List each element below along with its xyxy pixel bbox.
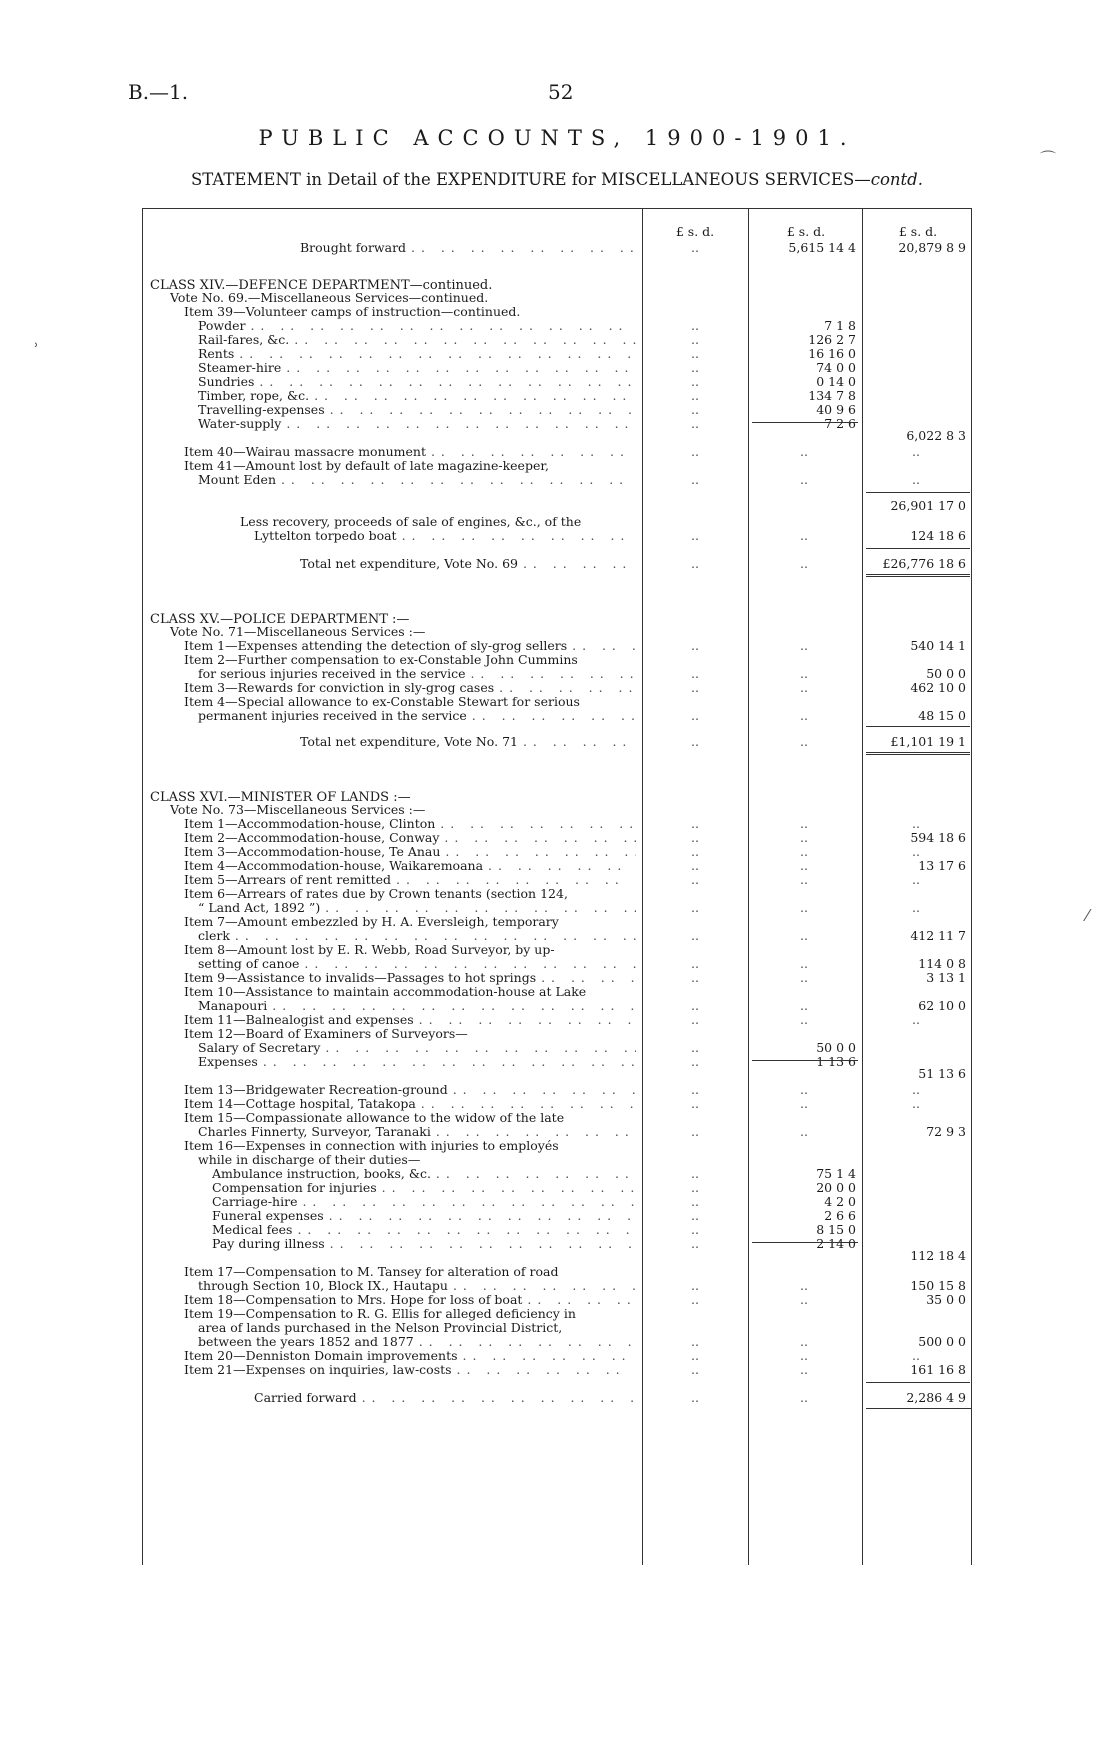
- row-label: Item 17—Compensation to M. Tansey for alteration of road: [184, 1264, 559, 1279]
- row-amount-c1: ..: [691, 638, 699, 653]
- row-label: Travelling-expenses . .: [198, 402, 636, 418]
- row-label: Steamer-hire . .: [198, 360, 636, 376]
- row-label: Medical fees . .: [212, 1222, 636, 1238]
- row-label: Powder . .: [198, 318, 636, 334]
- row-label: Water-supply . .: [198, 416, 636, 432]
- row-label: Item 1—Expenses attending the detection of sly-grog sellers . .: [184, 638, 636, 654]
- row-amount-c3: ..: [912, 844, 920, 859]
- row-amount-c2: ..: [800, 638, 808, 653]
- table-row: [142, 1390, 972, 1406]
- row-amount-c3: 150 15 8: [910, 1278, 966, 1293]
- row-amount-c1: ..: [691, 816, 699, 831]
- row-amount-c2: ..: [800, 1012, 808, 1027]
- row-amount-c1: ..: [691, 900, 699, 915]
- row-amount-c3: 540 14 1: [910, 638, 966, 653]
- table-row: [142, 1362, 972, 1378]
- row-amount-c3: 462 10 0: [910, 680, 966, 695]
- row-label: for serious injuries received in the service . .: [198, 666, 636, 682]
- row-label: Item 41—Amount lost by default of late magazine-keeper,: [184, 458, 549, 473]
- row-label: Item 20—Denniston Domain improvements . .: [184, 1348, 636, 1364]
- row-label: between the years 1852 and 1877 . .: [198, 1334, 636, 1350]
- row-amount-c1: ..: [691, 1236, 699, 1251]
- row-amount-c2: ..: [800, 1096, 808, 1111]
- row-label: Item 6—Arrears of rates due by Crown tenants (section 124,: [184, 886, 568, 901]
- row-amount-c2: ..: [800, 472, 808, 487]
- subtotal-rule: [866, 548, 970, 549]
- row-amount-c3: 35 0 0: [926, 1292, 966, 1307]
- table-rows: [142, 226, 972, 1556]
- row-amount-c3: ..: [912, 444, 920, 459]
- row-amount-c2: ..: [800, 872, 808, 887]
- row-amount-c1: ..: [691, 318, 699, 333]
- row-amount-c1: ..: [691, 416, 699, 431]
- row-amount-c2: ..: [800, 556, 808, 571]
- row-amount-c1: ..: [691, 998, 699, 1013]
- expenditure-table: [142, 208, 972, 1565]
- row-label: through Section 10, Block IX., Hautapu . .: [198, 1278, 636, 1294]
- row-amount-c3: 114 0 8: [918, 956, 966, 971]
- row-label: permanent injuries received in the service . .: [198, 708, 636, 724]
- row-amount-c2: ..: [800, 1390, 808, 1405]
- row-amount-c2: 2 14 0: [816, 1236, 856, 1251]
- row-amount-c2: ..: [800, 858, 808, 873]
- subtotal-rule: [752, 422, 858, 423]
- row-amount-c2: ..: [800, 998, 808, 1013]
- row-amount-c2: 134 7 8: [808, 388, 856, 403]
- row-amount-c3: 412 11 7: [910, 928, 966, 943]
- page-number: 52: [548, 80, 574, 104]
- row-label: Lyttelton torpedo boat . .: [254, 528, 636, 544]
- statement-subtitle: [0, 170, 1114, 189]
- row-label: Vote No. 69.—Miscellaneous Services—continued.: [170, 290, 489, 305]
- row-amount-c2: 16 16 0: [808, 346, 856, 361]
- row-amount-c2: 75 1 4: [816, 1166, 856, 1181]
- total-double-rule: [866, 574, 970, 577]
- row-amount-c1: ..: [691, 1222, 699, 1237]
- row-label: Item 2—Further compensation to ex-Constable John Cummins: [184, 652, 578, 667]
- row-amount-c2: 1 13 6: [816, 1054, 856, 1069]
- row-amount-c1: ..: [691, 1292, 699, 1307]
- row-amount-c3: ..: [912, 472, 920, 487]
- row-amount-c1: ..: [691, 956, 699, 971]
- row-label: while in discharge of their duties—: [198, 1152, 421, 1167]
- row-label: Item 7—Amount embezzled by H. A. Eversleigh, temporary: [184, 914, 559, 929]
- carried-forward-rule: [866, 1408, 972, 1409]
- row-amount-c2: ..: [800, 666, 808, 681]
- row-amount-c2: 4 2 0: [824, 1194, 856, 1209]
- row-amount-c1: ..: [691, 556, 699, 571]
- row-label: Timber, rope, &c. . .: [198, 388, 636, 404]
- row-amount-c2: ..: [800, 1082, 808, 1097]
- row-amount-c3: 500 0 0: [918, 1334, 966, 1349]
- row-amount-c3: 20,879 8 9: [898, 240, 966, 255]
- row-label: Item 10—Assistance to maintain accommodation-house at Lake: [184, 984, 587, 999]
- col-header-1: £ s. d.: [675, 224, 715, 239]
- row-amount-c2: ..: [800, 816, 808, 831]
- row-label: Item 21—Expenses on inquiries, law-costs . .: [184, 1362, 636, 1378]
- row-label: Total net expenditure, Vote No. 71 . .: [300, 734, 636, 750]
- row-amount-c1: ..: [691, 1124, 699, 1139]
- table-row: [142, 472, 972, 488]
- row-label: area of lands purchased in the Nelson Provincial District,: [198, 1320, 563, 1335]
- row-amount-c3: 51 13 6: [918, 1066, 966, 1081]
- row-amount-c1: ..: [691, 1362, 699, 1377]
- row-amount-c2: 74 0 0: [816, 360, 856, 375]
- row-amount-c3: £1,101 19 1: [890, 734, 966, 749]
- row-label: Item 19—Compensation to R. G. Ellis for alleged deficiency in: [184, 1306, 576, 1321]
- row-amount-c1: ..: [691, 1194, 699, 1209]
- row-amount-c3: 13 17 6: [918, 858, 966, 873]
- row-amount-c1: ..: [691, 844, 699, 859]
- row-amount-c1: ..: [691, 1180, 699, 1195]
- subtotal-rule: [866, 492, 970, 493]
- row-amount-c3: ..: [912, 872, 920, 887]
- table-row: [142, 240, 972, 256]
- row-label: CLASS XIV.—DEFENCE DEPARTMENT—continued.: [150, 278, 493, 293]
- row-amount-c1: ..: [691, 708, 699, 723]
- row-amount-c3: 161 16 8: [910, 1362, 966, 1377]
- row-label: Carriage-hire . .: [212, 1194, 636, 1210]
- row-amount-c2: 20 0 0: [816, 1180, 856, 1195]
- row-label: Item 18—Compensation to Mrs. Hope for loss of boat . .: [184, 1292, 636, 1308]
- row-label: Less recovery, proceeds of sale of engines, &c., of the: [240, 514, 582, 529]
- row-amount-c3: £26,776 18 6: [882, 556, 966, 571]
- table-row: [142, 708, 972, 724]
- row-amount-c2: 126 2 7: [808, 332, 856, 347]
- row-amount-c1: ..: [691, 1390, 699, 1405]
- row-label: Pay during illness . .: [212, 1236, 636, 1252]
- row-amount-c1: ..: [691, 402, 699, 417]
- row-amount-c1: ..: [691, 734, 699, 749]
- row-label: Vote No. 71—Miscellaneous Services :—: [170, 624, 426, 639]
- row-label: Ambulance instruction, books, &c. . .: [212, 1166, 636, 1182]
- row-amount-c3: ..: [912, 816, 920, 831]
- row-amount-c3: 3 13 1: [926, 970, 966, 985]
- row-label: Mount Eden . .: [198, 472, 636, 488]
- row-amount-c2: 50 0 0: [816, 1040, 856, 1055]
- row-amount-c3: ..: [912, 900, 920, 915]
- col-header-3: £ s. d.: [898, 224, 938, 239]
- row-amount-c2: ..: [800, 1334, 808, 1349]
- row-label: Item 4—Accommodation-house, Waikaremoana . .: [184, 858, 636, 874]
- row-amount-c2: ..: [800, 1292, 808, 1307]
- row-label: Item 11—Balnealogist and expenses . .: [184, 1012, 636, 1028]
- row-amount-c2: 0 14 0: [816, 374, 856, 389]
- row-amount-c1: ..: [691, 240, 699, 255]
- row-amount-c2: 7 2 6: [824, 416, 856, 431]
- row-label: Carried forward . .: [254, 1390, 636, 1406]
- row-amount-c2: 2 6 6: [824, 1208, 856, 1223]
- row-label: Item 3—Accommodation-house, Te Anau . .: [184, 844, 636, 860]
- subtotal-rule: [866, 726, 970, 727]
- row-amount-c2: ..: [800, 1124, 808, 1139]
- row-amount-c1: ..: [691, 332, 699, 347]
- row-amount-c1: ..: [691, 858, 699, 873]
- row-label: Salary of Secretary . .: [198, 1040, 636, 1056]
- subtitle-main: STATEMENT in Detail of the EXPENDITURE for MISCELLANEOUS SERVICES—: [191, 170, 871, 189]
- row-amount-c1: ..: [691, 1040, 699, 1055]
- row-label: Charles Finnerty, Surveyor, Taranaki . .: [198, 1124, 636, 1140]
- margin-mark-right: ⁄: [1086, 906, 1089, 925]
- row-amount-c3: ..: [912, 1082, 920, 1097]
- row-amount-c3: 50 0 0: [926, 666, 966, 681]
- row-label: Compensation for injuries . .: [212, 1180, 636, 1196]
- table-top-rule: [142, 208, 972, 209]
- row-label: clerk . .: [198, 928, 636, 944]
- row-label: “ Land Act, 1892 ”) . .: [198, 900, 636, 916]
- row-amount-c1: ..: [691, 928, 699, 943]
- row-label: Item 12—Board of Examiners of Surveyors—: [184, 1026, 468, 1041]
- row-label: Item 39—Volunteer camps of instruction—continued.: [184, 304, 521, 319]
- row-amount-c3: ..: [912, 1096, 920, 1111]
- row-amount-c2: 5,615 14 4: [788, 240, 856, 255]
- row-label: Vote No. 73—Miscellaneous Services :—: [170, 802, 426, 817]
- row-amount-c1: ..: [691, 388, 699, 403]
- margin-mark-top: ⌒: [1040, 149, 1057, 168]
- row-amount-c1: ..: [691, 360, 699, 375]
- row-amount-c1: ..: [691, 1166, 699, 1181]
- total-double-rule: [866, 752, 970, 755]
- row-amount-c2: ..: [800, 970, 808, 985]
- margin-mark-left: ˒: [34, 336, 39, 355]
- row-label: Rail-fares, &c. . .: [198, 332, 636, 348]
- row-label: Item 1—Accommodation-house, Clinton . .: [184, 816, 636, 832]
- row-amount-c2: ..: [800, 444, 808, 459]
- row-label: Item 2—Accommodation-house, Conway . .: [184, 830, 636, 846]
- row-amount-c3: 48 15 0: [918, 708, 966, 723]
- row-amount-c1: ..: [691, 472, 699, 487]
- document-reference: B.—1.: [128, 80, 189, 104]
- row-label: Item 3—Rewards for conviction in sly-grog cases . .: [184, 680, 636, 696]
- row-label: Item 5—Arrears of rent remitted . .: [184, 872, 636, 888]
- table-row: [142, 498, 972, 514]
- row-amount-c3: 594 18 6: [910, 830, 966, 845]
- row-amount-c1: ..: [691, 872, 699, 887]
- row-amount-c3: 124 18 6: [910, 528, 966, 543]
- row-amount-c1: ..: [691, 666, 699, 681]
- row-label: Item 13—Bridgewater Recreation-ground . .: [184, 1082, 636, 1098]
- table-row: [142, 1066, 972, 1082]
- row-label: Item 15—Compassionate allowance to the widow of the late: [184, 1110, 565, 1125]
- row-amount-c3: 62 10 0: [918, 998, 966, 1013]
- row-label: Total net expenditure, Vote No. 69 . .: [300, 556, 636, 572]
- row-amount-c1: ..: [691, 1096, 699, 1111]
- row-amount-c1: ..: [691, 1334, 699, 1349]
- row-amount-c2: ..: [800, 734, 808, 749]
- row-amount-c2: ..: [800, 1348, 808, 1363]
- row-amount-c1: ..: [691, 1012, 699, 1027]
- row-amount-c1: ..: [691, 346, 699, 361]
- row-amount-c2: ..: [800, 830, 808, 845]
- row-label: Sundries . .: [198, 374, 636, 390]
- row-label: CLASS XVI.—MINISTER OF LANDS :—: [150, 790, 411, 805]
- row-label: Expenses . .: [198, 1054, 636, 1070]
- row-amount-c1: ..: [691, 680, 699, 695]
- row-amount-c2: ..: [800, 956, 808, 971]
- table-row: [142, 528, 972, 544]
- subtotal-rule: [752, 1242, 858, 1243]
- row-amount-c1: ..: [691, 1082, 699, 1097]
- table-row: [142, 556, 972, 572]
- row-amount-c2: 7 1 8: [824, 318, 856, 333]
- row-label: Item 16—Expenses in connection with injuries to employés: [184, 1138, 559, 1153]
- row-amount-c1: ..: [691, 1054, 699, 1069]
- row-label: Item 9—Assistance to invalids—Passages to hot springs . .: [184, 970, 636, 986]
- table-row: [142, 428, 972, 444]
- row-label: Brought forward . .: [300, 240, 636, 256]
- row-amount-c1: ..: [691, 1278, 699, 1293]
- row-label: Item 8—Amount lost by E. R. Webb, Road Surveyor, by up-: [184, 942, 555, 957]
- row-amount-c1: ..: [691, 528, 699, 543]
- row-amount-c2: ..: [800, 680, 808, 695]
- row-label: Funeral expenses . .: [212, 1208, 636, 1224]
- row-amount-c3: ..: [912, 1348, 920, 1363]
- row-label: Rents . .: [198, 346, 636, 362]
- row-amount-c1: ..: [691, 374, 699, 389]
- row-amount-c1: ..: [691, 970, 699, 985]
- row-amount-c3: 2,286 4 9: [906, 1390, 966, 1405]
- row-amount-c1: ..: [691, 830, 699, 845]
- row-label: Item 4—Special allowance to ex-Constable Stewart for serious: [184, 694, 580, 709]
- row-amount-c2: ..: [800, 708, 808, 723]
- row-label: Item 40—Wairau massacre monument . .: [184, 444, 636, 460]
- row-amount-c3: 72 9 3: [926, 1124, 966, 1139]
- row-amount-c2: 8 15 0: [816, 1222, 856, 1237]
- row-amount-c1: ..: [691, 1348, 699, 1363]
- subtotal-rule: [752, 1060, 858, 1061]
- row-label: CLASS XV.—POLICE DEPARTMENT :—: [150, 612, 410, 627]
- row-label: setting of canoe . .: [198, 956, 636, 972]
- table-row: [142, 1248, 972, 1264]
- row-amount-c3: 6,022 8 3: [906, 428, 966, 443]
- row-amount-c3: 112 18 4: [910, 1248, 966, 1263]
- row-amount-c1: ..: [691, 444, 699, 459]
- row-label: Item 14—Cottage hospital, Tatakopa . .: [184, 1096, 636, 1112]
- row-label: Manapouri . .: [198, 998, 636, 1014]
- row-amount-c2: 40 9 6: [816, 402, 856, 417]
- table-row: [142, 734, 972, 750]
- page-title: PUBLIC ACCOUNTS, 1900-1901.: [258, 126, 856, 150]
- row-amount-c3: ..: [912, 1012, 920, 1027]
- col-header-2: £ s. d.: [786, 224, 826, 239]
- subtitle-contd: contd.: [870, 170, 923, 189]
- row-amount-c2: ..: [800, 1362, 808, 1377]
- row-amount-c2: ..: [800, 900, 808, 915]
- row-amount-c2: ..: [800, 1278, 808, 1293]
- row-amount-c3: 26,901 17 0: [890, 498, 966, 513]
- row-amount-c1: ..: [691, 1208, 699, 1223]
- row-amount-c2: ..: [800, 528, 808, 543]
- row-amount-c2: ..: [800, 844, 808, 859]
- row-amount-c2: ..: [800, 928, 808, 943]
- subtotal-rule: [866, 1382, 970, 1383]
